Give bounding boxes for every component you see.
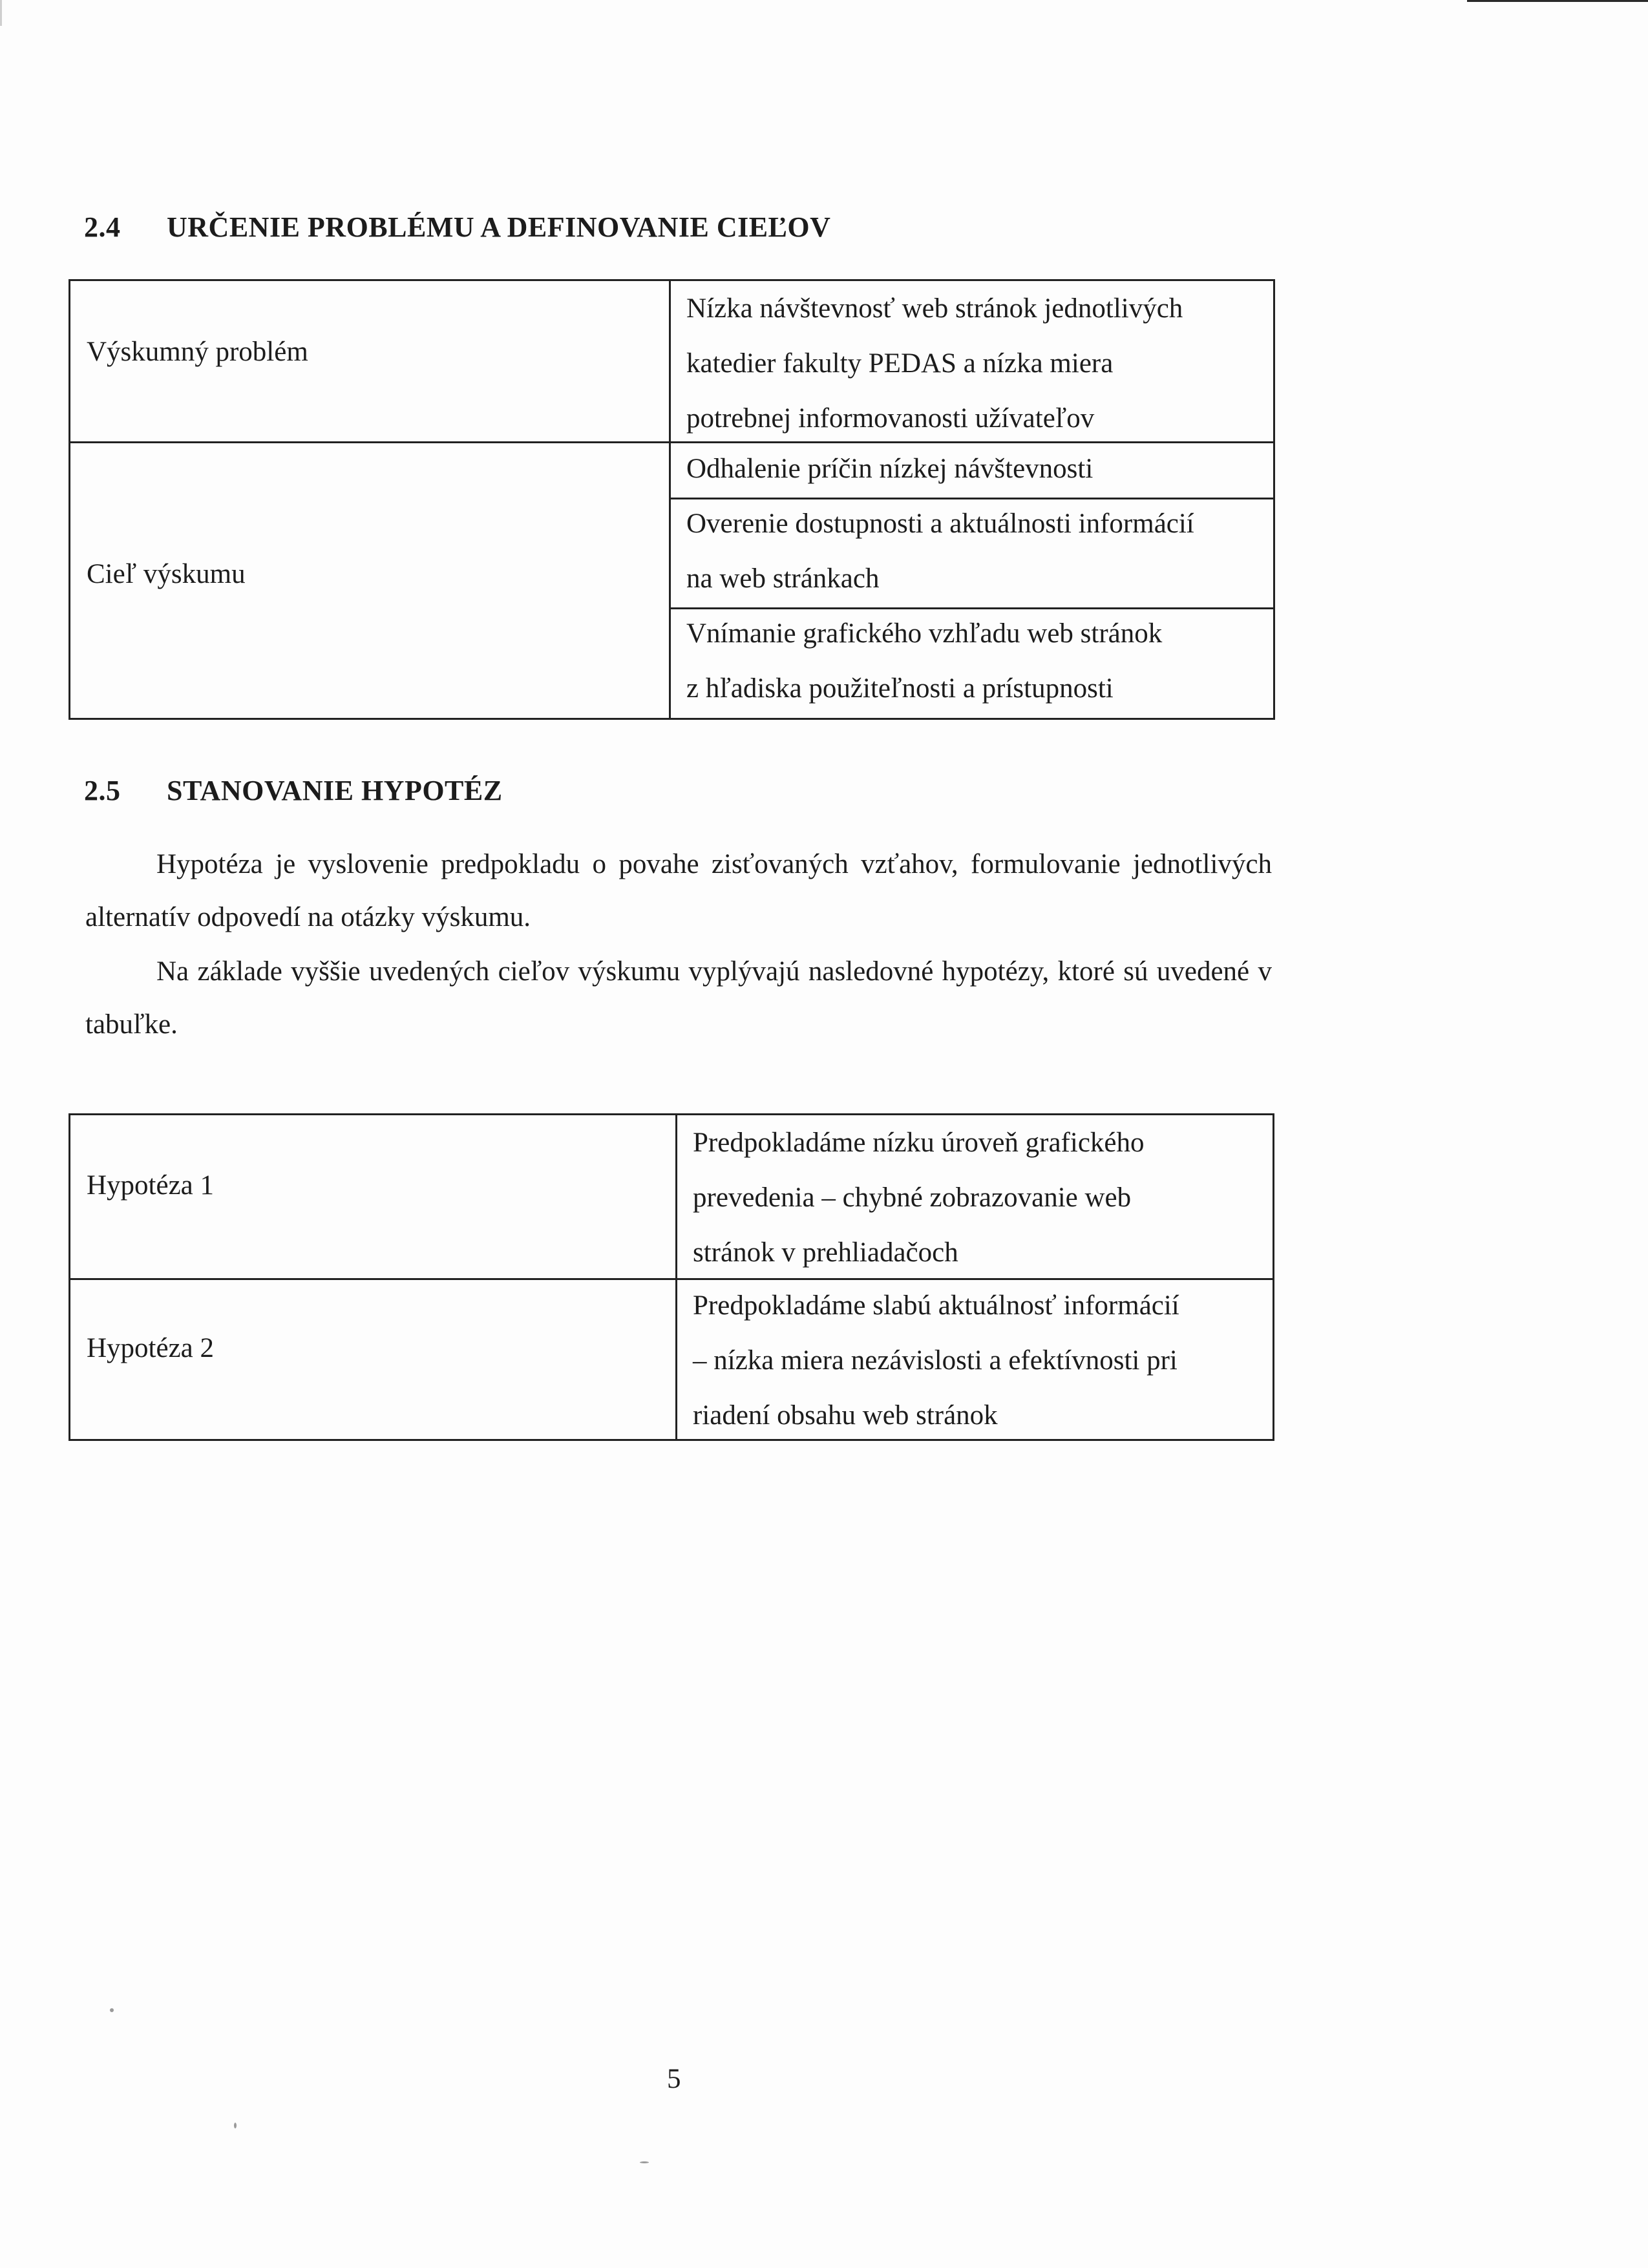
hypotheses-table	[69, 1113, 1274, 1441]
section-title: STANOVANIE HYPOTÉZ	[167, 775, 503, 806]
column-divider	[675, 1115, 677, 1439]
text-line: riadení obsahu web stránok	[693, 1400, 998, 1431]
section-heading-2-4	[84, 211, 830, 244]
text-line: potrebnej informovanosti užívateľov	[686, 403, 1095, 434]
text-line: z hľadiska použiteľnosti a prístupnosti	[686, 673, 1114, 704]
scan-speck	[110, 2008, 114, 2012]
text-line: Overenie dostupnosti a aktuálnosti informácií	[686, 509, 1194, 539]
research-problem-text	[686, 281, 1183, 446]
page-number: 5	[667, 2064, 681, 2094]
scan-edge-top	[1467, 0, 1648, 2]
goal-item	[686, 606, 1162, 716]
text-line: katedier fakulty PEDAS a nízka miera	[686, 348, 1114, 379]
section-title: URČENIE PROBLÉMU A DEFINOVANIE CIEĽOV	[167, 211, 831, 243]
scan-speck	[234, 2123, 237, 2128]
text-line: Odhalenie príčin nízkej návštevnosti	[686, 454, 1093, 484]
scan-edge-left	[0, 0, 2, 26]
section-number: 2.5	[84, 775, 121, 806]
goal-item	[686, 496, 1194, 606]
text-line: prevedenia – chybné zobrazovanie web	[693, 1182, 1132, 1213]
scan-speck	[640, 2161, 649, 2163]
text-line: – nízka miera nezávislosti a efektívnosti pri	[693, 1345, 1178, 1376]
paragraph: Hypotéza je vyslovenie predpokladu o povahe zisťovaných vzťahov, formulovanie jednotlivých alternatív odpovedí na otázky výskumu.	[85, 849, 1272, 932]
text-line: na web stránkach	[686, 563, 880, 594]
row-label-research-goal: Cieľ výskumu	[87, 559, 246, 589]
text-line: Vnímanie grafického vzhľadu web stránok	[686, 618, 1163, 649]
column-divider	[669, 281, 671, 718]
text-line: Predpokladáme slabú aktuálnosť informácií	[693, 1290, 1179, 1321]
row-label-hypothesis-2: Hypotéza 2	[87, 1333, 215, 1363]
goal-item	[686, 441, 1093, 496]
section-heading-2-5	[84, 774, 503, 807]
research-problem-table	[69, 279, 1275, 720]
text-line: stránok v prehliadačoch	[693, 1237, 958, 1268]
hypothesis-1-text	[693, 1115, 1145, 1280]
hypothesis-2-text	[693, 1278, 1179, 1443]
paragraph: Na základe vyššie uvedených cieľov výskumu vyplývajú nasledovné hypotézy, ktoré sú uvedené v tabuľke.	[85, 956, 1272, 1040]
row-label-research-problem: Výskumný problém	[87, 337, 308, 367]
section-number: 2.4	[84, 211, 121, 243]
text-line: Nízka návštevnosť web stránok jednotlivých	[686, 293, 1183, 324]
row-label-hypothesis-1: Hypotéza 1	[87, 1170, 215, 1201]
text-line: Predpokladáme nízku úroveň grafického	[693, 1128, 1145, 1158]
